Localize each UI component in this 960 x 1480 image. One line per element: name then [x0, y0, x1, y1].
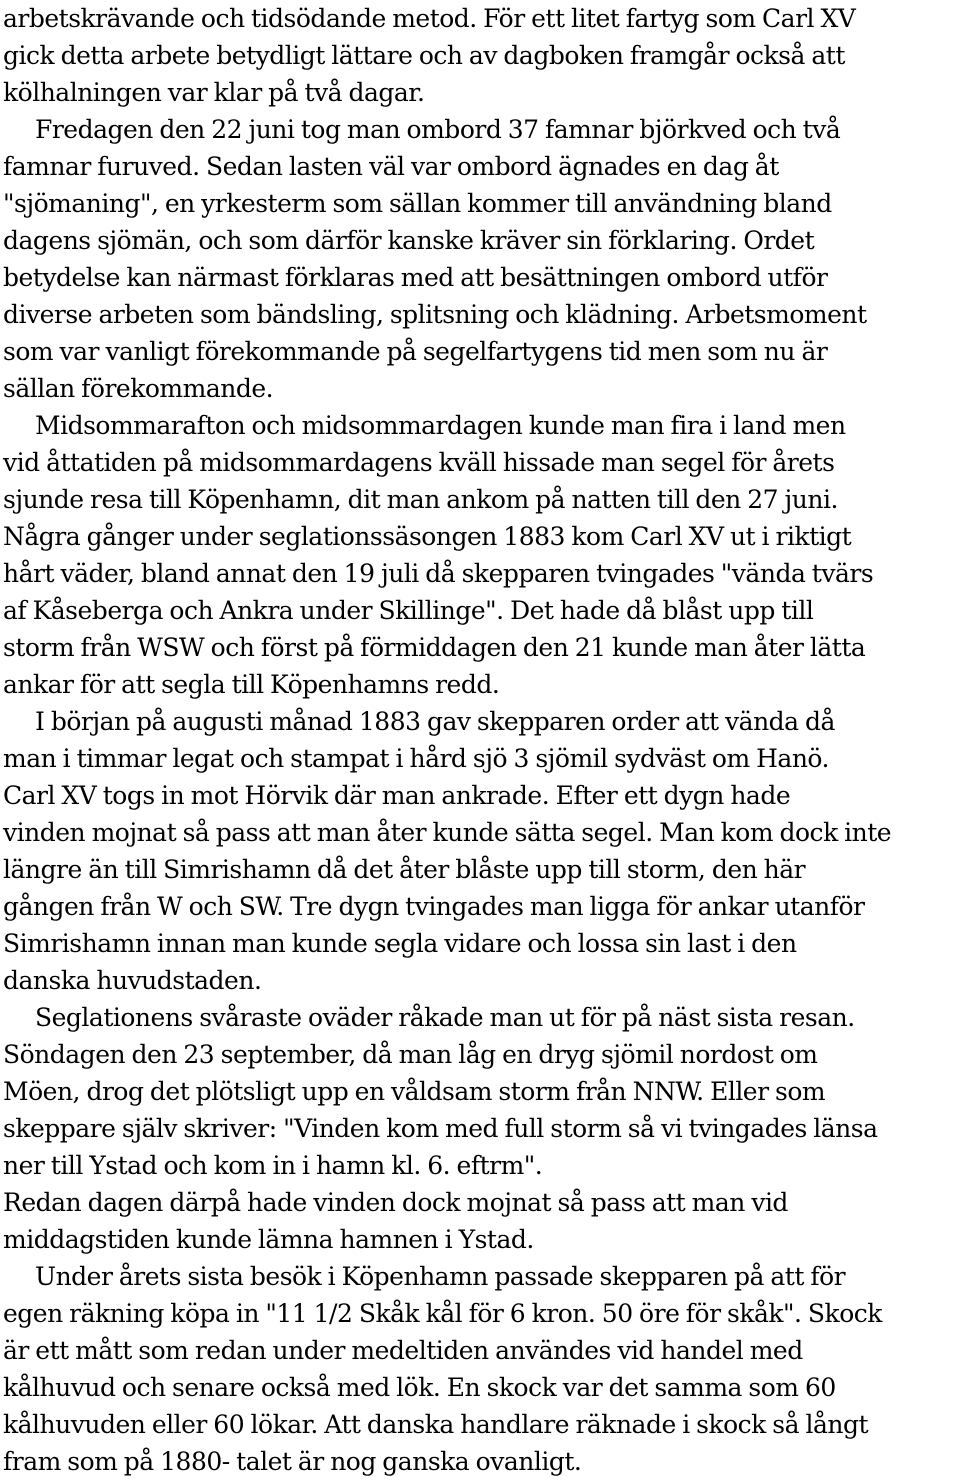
text-line: man i timmar legat och stampat i hård sjö 3 sjömil sydväst om Hanö.: [3, 744, 829, 773]
text-line: Carl XV togs in mot Hörvik där man ankrade. Efter ett dygn hade: [3, 781, 791, 810]
text-line: kålhuvuden eller 60 lökar. Att danska handlare räknade i skock så långt: [3, 1410, 869, 1439]
text-line: gick detta arbete betydligt lättare och av dagboken framgår också att: [3, 41, 845, 70]
text-line: diverse arbeten som bändsling, splitsning och klädning. Arbetsmoment: [3, 300, 867, 329]
text-line: Under årets sista besök i Köpenhamn passade skepparen på att för: [35, 1262, 846, 1291]
text-line: famnar furuved. Sedan lasten väl var ombord ägnades en dag åt: [3, 152, 779, 181]
text-line: Söndagen den 23 september, då man låg en dryg sjömil nordost om: [3, 1040, 818, 1069]
text-line: vinden mojnat så pass att man åter kunde sätta segel. Man kom dock inte: [3, 818, 892, 847]
text-line: kålhuvud och senare också med lök. En skock var det samma som 60: [3, 1373, 836, 1402]
text-line: som var vanligt förekommande på segelfartygens tid men som nu är: [3, 337, 828, 366]
text-line: Möen, drog det plötsligt upp en våldsam storm från NNW. Eller som: [3, 1077, 826, 1106]
text-line: Midsommarafton och midsommardagen kunde man fira i land men: [35, 411, 846, 440]
text-line: danska huvudstaden.: [3, 966, 262, 995]
text-line: Fredagen den 22 juni tog man ombord 37 famnar björkved och två: [35, 115, 841, 144]
text-line: Simrishamn innan man kunde segla vidare och lossa sin last i den: [3, 929, 797, 958]
document-body: [3, 0, 958, 1480]
text-line: Seglationens svåraste oväder råkade man ut för på näst sista resan.: [35, 1003, 855, 1032]
text-line: storm från WSW och först på förmiddagen den 21 kunde man åter lätta: [3, 633, 866, 662]
text-line: egen räkning köpa in "11 1/2 Skåk kål för 6 kron. 50 öre för skåk". Skock: [3, 1299, 882, 1328]
text-line: dagens sjömän, och som därför kanske kräver sin förklaring. Ordet: [3, 226, 815, 255]
text-line: gången från W och SW. Tre dygn tvingades man ligga för ankar utanför: [3, 892, 865, 921]
text-line: I början på augusti månad 1883 gav skepparen order att vända då: [35, 707, 835, 736]
text-line: arbetskrävande och tidsödande metod. För ett litet fartyg som Carl XV: [3, 4, 856, 33]
text-line: af Kåseberga och Ankra under Skillinge". Det hade då blåst upp till: [3, 596, 814, 625]
text-line: betydelse kan närmast förklaras med att besättningen ombord utför: [3, 263, 828, 292]
text-line: kölhalningen var klar på två dagar.: [3, 78, 425, 107]
text-line: skeppare själv skriver: "Vinden kom med full storm så vi tvingades länsa: [3, 1114, 878, 1143]
text-line: ankar för att segla till Köpenhamns redd.: [3, 670, 500, 699]
text-line: Redan dagen därpå hade vinden dock mojnat så pass att man vid: [3, 1188, 788, 1217]
text-line: hårt väder, bland annat den 19 juli då skepparen tvingades "vända tvärs: [3, 559, 874, 588]
text-line: middagstiden kunde lämna hamnen i Ystad.: [3, 1225, 534, 1254]
text-line: längre än till Simrishamn då det åter blåste upp till storm, den här: [3, 855, 806, 884]
text-line: sällan förekommande.: [3, 374, 274, 403]
text-line: Några gånger under seglationssäsongen 1883 kom Carl XV ut i riktigt: [3, 522, 852, 551]
text-line: vid åttatiden på midsommardagens kväll hissade man segel för årets: [3, 448, 835, 477]
text-line: "sjömaning", en yrkesterm som sällan kommer till användning bland: [3, 189, 832, 218]
text-line: sjunde resa till Köpenhamn, dit man ankom på natten till den 27 juni.: [3, 485, 838, 514]
text-line: ner till Ystad och kom in i hamn kl. 6. eftrm".: [3, 1151, 543, 1180]
text-line: är ett mått som redan under medeltiden användes vid handel med: [3, 1336, 803, 1365]
text-line: fram som på 1880- talet är nog ganska ovanligt.: [3, 1447, 582, 1476]
